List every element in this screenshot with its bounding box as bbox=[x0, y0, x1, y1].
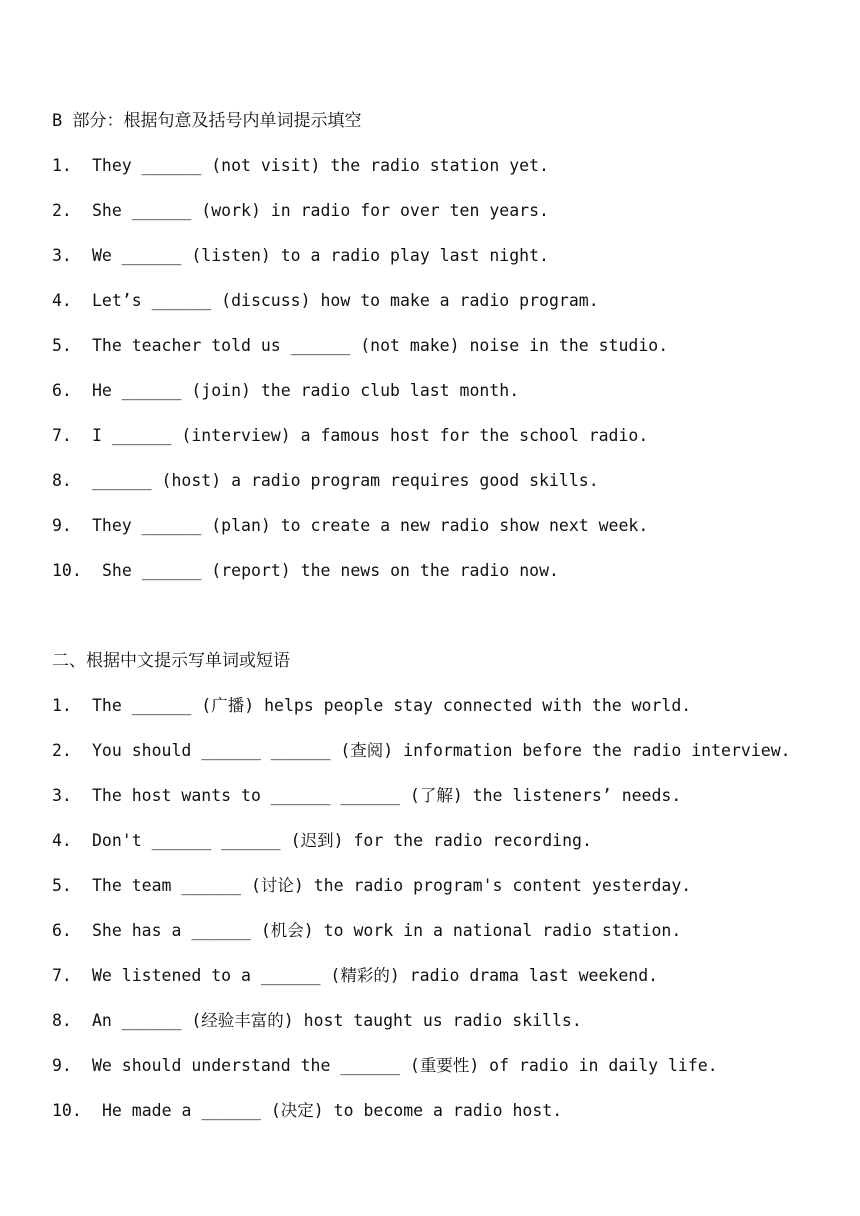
item-text: They ______ (not visit) the radio station yet. bbox=[92, 156, 549, 175]
item-number: 9. bbox=[52, 516, 72, 535]
section-b-item bbox=[52, 558, 842, 603]
section-b-item bbox=[52, 198, 842, 243]
item-number: 3. bbox=[52, 246, 72, 265]
item-text: You should ______ ______ (查阅) information before the radio interview. bbox=[92, 741, 791, 760]
item-text: The host wants to ______ ______ (了解) the listeners’ needs. bbox=[92, 786, 682, 805]
item-number: 8. bbox=[52, 1011, 72, 1030]
item-number: 2. bbox=[52, 201, 72, 220]
section-b-item bbox=[52, 468, 842, 513]
section-2-item bbox=[52, 693, 842, 738]
section-2-item bbox=[52, 1098, 842, 1143]
section-2 bbox=[52, 648, 842, 1143]
section-b-item bbox=[52, 288, 842, 333]
section-b-item bbox=[52, 153, 842, 198]
section-b-heading: B 部分：根据句意及括号内单词提示填空 bbox=[52, 111, 362, 131]
item-number: 5. bbox=[52, 876, 72, 895]
item-number: 7. bbox=[52, 966, 72, 985]
item-number: 3. bbox=[52, 786, 72, 805]
item-text: We ______ (listen) to a radio play last night. bbox=[92, 246, 549, 265]
section-2-item bbox=[52, 1053, 842, 1098]
item-text: She ______ (work) in radio for over ten years. bbox=[92, 201, 549, 220]
item-number: 10. bbox=[52, 1101, 82, 1120]
item-text: Let’s ______ (discuss) how to make a radio program. bbox=[92, 291, 599, 310]
item-number: 5. bbox=[52, 336, 72, 355]
section-2-item bbox=[52, 738, 842, 783]
section-2-item bbox=[52, 783, 842, 828]
section-b-item bbox=[52, 513, 842, 558]
item-text: She ______ (report) the news on the radio now. bbox=[102, 561, 559, 580]
section-2-item bbox=[52, 1008, 842, 1053]
item-text: We should understand the ______ (重要性) of radio in daily life. bbox=[92, 1056, 718, 1075]
item-number: 6. bbox=[52, 381, 72, 400]
section-b-item bbox=[52, 243, 842, 288]
item-text: They ______ (plan) to create a new radio show next week. bbox=[92, 516, 649, 535]
section-2-item bbox=[52, 918, 842, 963]
item-text: He ______ (join) the radio club last month. bbox=[92, 381, 520, 400]
item-number: 9. bbox=[52, 1056, 72, 1075]
section-2-item bbox=[52, 873, 842, 918]
section-2-heading: 二、根据中文提示写单词或短语 bbox=[52, 651, 290, 671]
item-number: 10. bbox=[52, 561, 82, 580]
item-text: I ______ (interview) a famous host for the school radio. bbox=[92, 426, 649, 445]
item-number: 4. bbox=[52, 291, 72, 310]
item-text: An ______ (经验丰富的) host taught us radio skills. bbox=[92, 1011, 582, 1030]
item-number: 8. bbox=[52, 471, 72, 490]
item-text: The ______ (广播) helps people stay connected with the world. bbox=[92, 696, 692, 715]
item-text: ______ (host) a radio program requires good skills. bbox=[92, 471, 599, 490]
item-text: Don't ______ ______ (迟到) for the radio recording. bbox=[92, 831, 592, 850]
item-number: 2. bbox=[52, 741, 72, 760]
item-number: 7. bbox=[52, 426, 72, 445]
item-text: She has a ______ (机会) to work in a national radio station. bbox=[92, 921, 682, 940]
item-text: The teacher told us ______ (not make) noise in the studio. bbox=[92, 336, 669, 355]
item-number: 6. bbox=[52, 921, 72, 940]
item-number: 1. bbox=[52, 696, 72, 715]
section-2-item bbox=[52, 828, 842, 873]
section-b-item bbox=[52, 333, 842, 378]
section-b bbox=[52, 108, 842, 603]
section-b-item bbox=[52, 423, 842, 468]
item-text: The team ______ (讨论) the radio program's content yesterday. bbox=[92, 876, 692, 895]
item-text: We listened to a ______ (精彩的) radio drama last weekend. bbox=[92, 966, 659, 985]
item-number: 4. bbox=[52, 831, 72, 850]
item-number: 1. bbox=[52, 156, 72, 175]
section-b-item bbox=[52, 378, 842, 423]
section-2-item bbox=[52, 963, 842, 1008]
item-text: He made a ______ (决定) to become a radio host. bbox=[102, 1101, 563, 1120]
